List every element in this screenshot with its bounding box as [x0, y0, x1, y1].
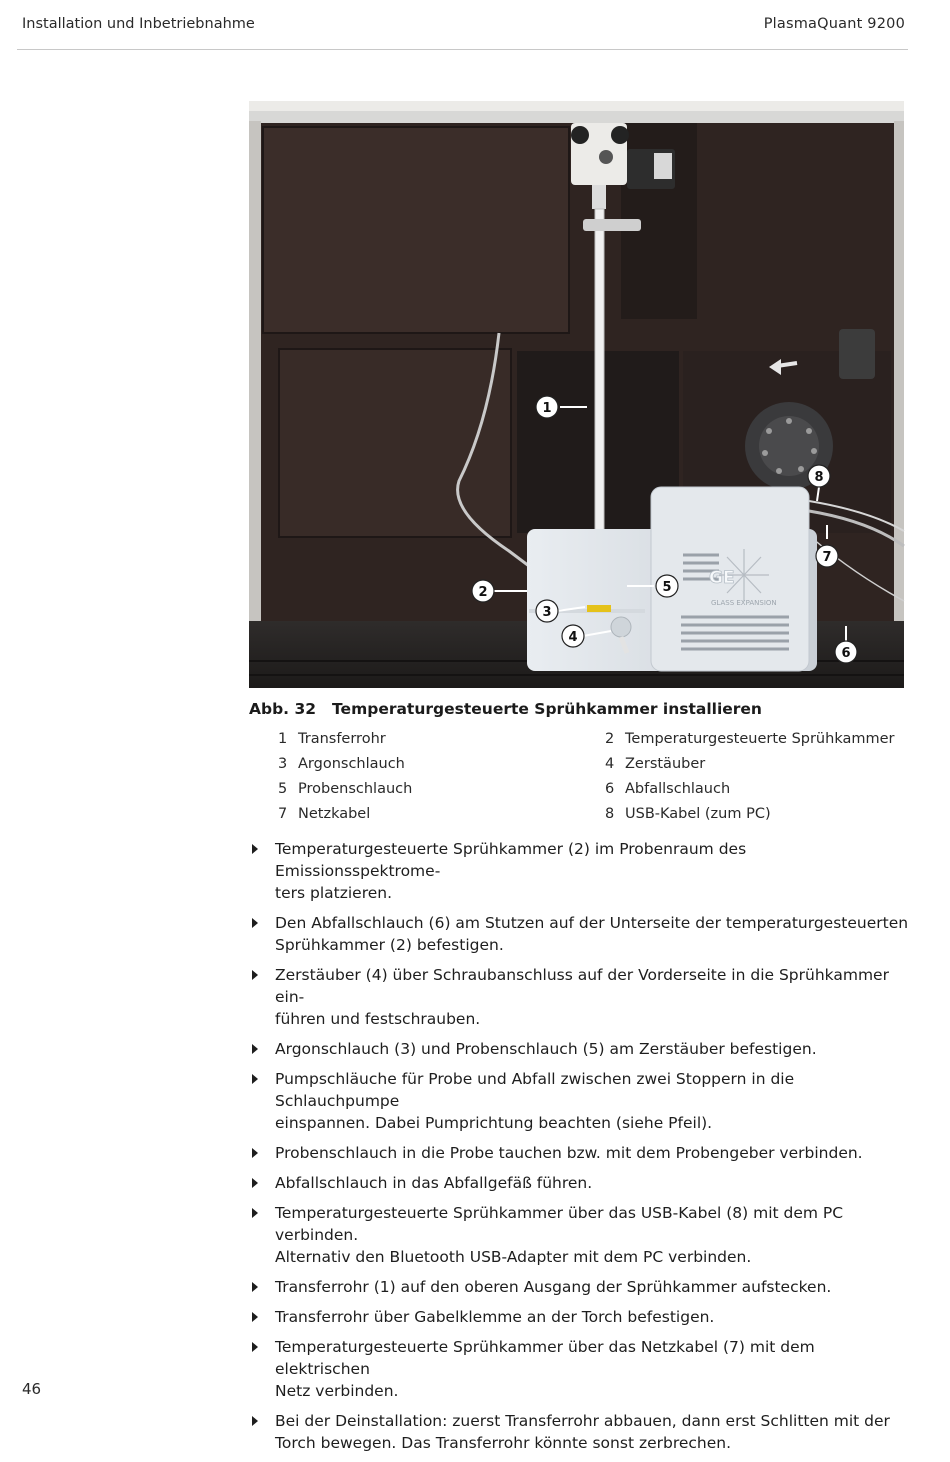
instruction-step: Temperaturgesteuerte Sprühkammer über das USB-Kabel (8) mit dem PC verbinden. Alternativ den Bluetooth USB-Adapter mit dem PC verbinden.: [249, 1202, 909, 1268]
page-header: [22, 16, 905, 36]
instruction-step: Temperaturgesteuerte Sprühkammer über das Netzkabel (7) mit dem elektrischen Netz verbinden.: [249, 1336, 909, 1402]
bullet-arrow-icon: [252, 918, 258, 928]
callout-7: 7: [822, 550, 832, 565]
bullet-arrow-icon: [252, 1148, 258, 1158]
callout-8: 8: [814, 470, 824, 485]
instruction-step: Transferrohr über Gabelklemme an der Torch befestigen.: [249, 1306, 909, 1328]
figure-caption: [249, 700, 762, 718]
instruction-step: Pumpschläuche für Probe und Abfall zwischen zwei Stoppern in die Schlauchpumpe einspannen. Dabei Pumprichtung beachten (siehe Pfeil).: [249, 1068, 909, 1134]
legend-item: 1 Transferrohr: [278, 731, 386, 747]
figure-number: Abb. 32: [249, 700, 317, 718]
callout-2: 2: [478, 585, 488, 600]
bullet-arrow-icon: [252, 1342, 258, 1352]
instruction-step: Argonschlauch (3) und Probenschlauch (5) am Zerstäuber befestigen.: [249, 1038, 909, 1060]
instruction-step: Temperaturgesteuerte Sprühkammer (2) im Probenraum des Emissionsspektrome- ters platzieren.: [249, 838, 909, 904]
legend-item: 6 Abfallschlauch: [605, 781, 731, 797]
bullet-arrow-icon: [252, 1074, 258, 1084]
instruction-step: Den Abfallschlauch (6) am Stutzen auf der Unterseite der temperaturgesteuerten Sprühkammer (2) befestigen.: [249, 912, 909, 956]
instruction-step: Transferrohr (1) auf den oberen Ausgang der Sprühkammer aufstecken.: [249, 1276, 909, 1298]
header-product-name: PlasmaQuant 9200: [763, 16, 905, 32]
bullet-arrow-icon: [252, 1178, 258, 1188]
instruction-steps: [249, 838, 909, 1462]
legend-item: 2 Temperaturgesteuerte Sprühkammer: [605, 731, 895, 747]
instruction-step: Abfallschlauch in das Abfallgefäß führen.: [249, 1172, 909, 1194]
header-section-title: Installation und Inbetriebnahme: [22, 16, 255, 32]
device-logo: GE: [709, 568, 735, 588]
instruction-step: Probenschlauch in die Probe tauchen bzw. mit dem Probengeber verbinden.: [249, 1142, 909, 1164]
instruction-step: Bei der Deinstallation: zuerst Transferrohr abbauen, dann erst Schlitten mit der Torch bewegen. Das Transferrohr könnte sonst zerbrechen.: [249, 1410, 909, 1454]
figure-photo: [249, 101, 904, 688]
bullet-arrow-icon: [252, 1208, 258, 1218]
figure-title: Temperaturgesteuerte Sprühkammer installieren: [332, 700, 762, 718]
legend-item: 5 Probenschlauch: [278, 781, 413, 797]
bullet-arrow-icon: [252, 1282, 258, 1292]
bullet-arrow-icon: [252, 1416, 258, 1426]
callout-3: 3: [542, 605, 552, 620]
bullet-arrow-icon: [252, 1044, 258, 1054]
device-brand: GLASS EXPANSION: [711, 599, 777, 607]
legend-item: 3 Argonschlauch: [278, 756, 405, 772]
bullet-arrow-icon: [252, 844, 258, 854]
callout-5: 5: [662, 580, 672, 595]
spray-chamber-illustration: [249, 101, 904, 688]
page-number: 46: [22, 1380, 42, 1398]
callout-1: 1: [542, 401, 552, 416]
legend-item: 7 Netzkabel: [278, 806, 371, 822]
bullet-arrow-icon: [252, 1312, 258, 1322]
instruction-step: Zerstäuber (4) über Schraubanschluss auf der Vorderseite in die Sprühkammer ein- führen und festschrauben.: [249, 964, 909, 1030]
callout-4: 4: [568, 630, 578, 645]
legend-item: 8 USB-Kabel (zum PC): [605, 806, 771, 822]
legend-item: 4 Zerstäuber: [605, 756, 706, 772]
callout-6: 6: [841, 646, 851, 661]
header-divider: [17, 49, 908, 50]
bullet-arrow-icon: [252, 970, 258, 980]
